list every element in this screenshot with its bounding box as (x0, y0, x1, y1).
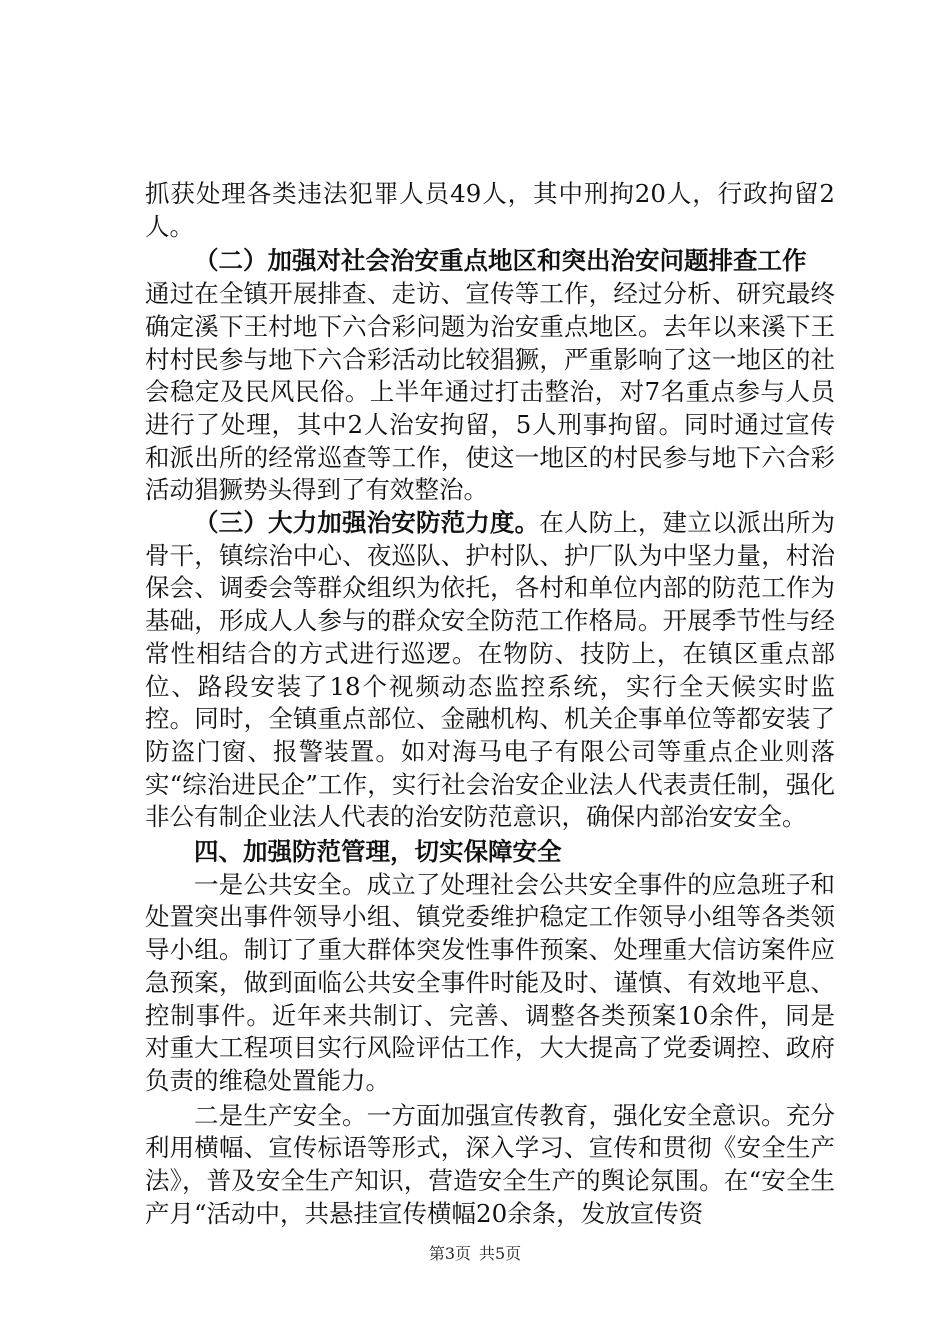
section-3-text: 在人防上，建立以派出所为骨干，镇综治中心、夜巡队、护村队、护厂队为中坚力量，村治保会、调委会等群众组织为依托，各村和单位内部的防范工作为基础，形成人人参与的群众安全防范工作格局。开展季节性与经常性相结合的方式进行巡逻。在物防、技防上，在镇区重点部位、路段安装了18个视频动态监控系统，实行全天候实时监控。同时，全镇重点部位、金融机构、机关企事单位等都安装了防盗门窗、报警装置。如对海马电子有限公司等重点企业则落实“综治进民企”工作，实行社会治安企业法人代表责任制，强化非公有制企业法人代表的治安防范意识，确保内部治安安全。 (145, 508, 836, 832)
section-heading-3: （三）大力加强治安防范力度。 (194, 508, 540, 538)
paragraph-production-safety: 二是生产安全。一方面加强宣传教育，强化安全意识。充分利用横幅、宣传标语等形式，深入学习、宣传和贯彻《安全生产法》，普及安全生产知识，营造安全生产的舆论氛围。在“安全生产月“活动中，共悬挂宣传横幅20余条，发放宣传资 (145, 1100, 835, 1228)
paragraph-section-2: 通过在全镇开展排查、走访、宣传等工作，经过分析、研究最终确定溪下王村地下六合彩问题为治安重点地区。去年以来溪下王村村民参与地下六合彩活动比较猖獗，严重影响了这一地区的社会稳定及民风民俗。上半年通过打击整治，对7名重点参与人员进行了处理，其中2人治安拘留，5人刑事拘留。同时通过宣传和派出所的经常巡查等工作，使这一地区的村民参与地下六合彩活动猖獗势头得到了有效整治。 (145, 279, 835, 505)
document-body (145, 178, 835, 1231)
section-heading-2: （二）加强对社会治安重点地区和突出治安问题排查工作 (194, 246, 807, 276)
paragraph-section-3 (145, 507, 835, 834)
page-footer (0, 1244, 950, 1264)
page-total: 共5页 (479, 1244, 522, 1263)
page-number: 第3页 (428, 1244, 471, 1263)
paragraph-public-safety: 一是公共安全。成立了处理社会公共安全事件的应急班子和处置突出事件领导小组、镇党委维护稳定工作领导小组等各类领导小组。制订了重大群体突发性事件预案、处理重大信访案件应急预案，做到面临公共安全事件时能及时、谨慎、有效地平息、控制事件。近年来共制订、完善、调整各类预案10余件，同是对重大工程项目实行风险评估工作，大大提高了党委调控、政府负责的维稳处置能力。 (145, 869, 835, 1095)
section-heading-4: 四、加强防范管理，切实保障安全 (194, 837, 562, 867)
paragraph-continuation: 抓获处理各类违法犯罪人员49人，其中刑拘20人，行政拘留2人。 (145, 179, 835, 241)
